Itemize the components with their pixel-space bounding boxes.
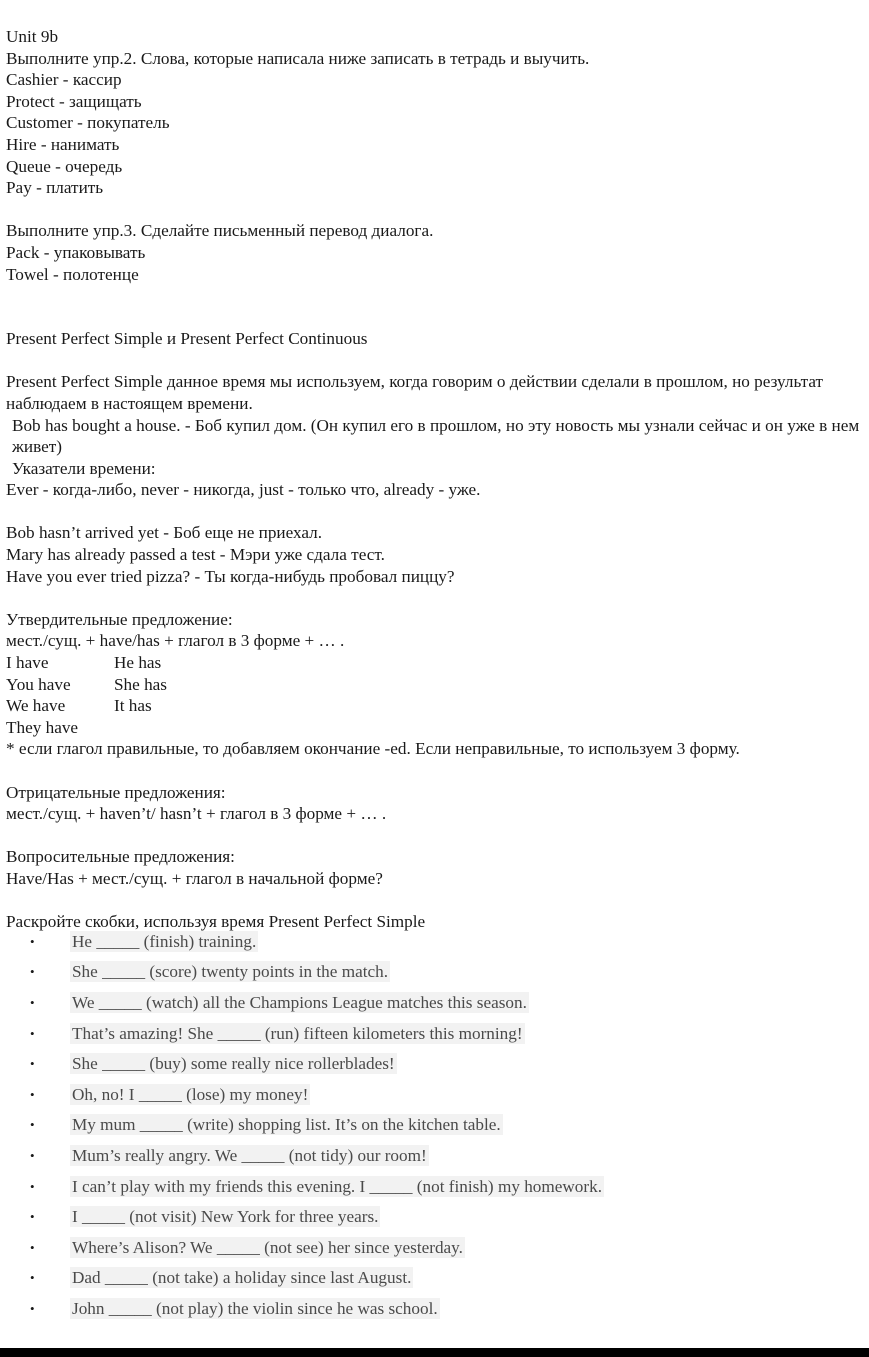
vocab-item: Cashier - кассир bbox=[6, 70, 122, 90]
negative-title: Отрицательные предложения: bbox=[6, 782, 226, 802]
pronoun-table bbox=[6, 652, 863, 738]
pronoun-cell bbox=[114, 717, 274, 739]
exercise-item: • She _____ (score) twenty points in the match. bbox=[30, 962, 388, 982]
example-sentence: Bob hasn’t arrived yet - Боб еще не приехал. bbox=[6, 523, 323, 543]
pronoun-cell: I have bbox=[6, 653, 49, 673]
exercise-item: • My mum _____ (write) shopping list. It’s on the kitchen table. bbox=[30, 1115, 501, 1135]
question-title: Вопросительные предложения: bbox=[6, 847, 235, 867]
example-sentence: Mary has already passed a test - Мэри уже сдала тест. bbox=[6, 545, 385, 565]
vocab-list-1 bbox=[6, 69, 863, 199]
vocab-item: Hire - нанимать bbox=[6, 134, 120, 154]
vocab-item: Customer - покупатель bbox=[6, 113, 170, 133]
time-markers-title: Указатели времени: bbox=[12, 458, 156, 478]
vocab-item: Protect - защищать bbox=[6, 91, 142, 111]
pronoun-cell: They have bbox=[6, 717, 79, 737]
exercise-item: • Where’s Alison? We _____ (not see) her since yesterday. bbox=[30, 1237, 463, 1257]
exercise-item: • John _____ (not play) the violin since he was school. bbox=[30, 1298, 438, 1318]
pronoun-cell: You have bbox=[6, 674, 71, 694]
exercise-item: • Mum’s really angry. We _____ (not tidy) our room! bbox=[30, 1145, 427, 1165]
vocab-item: Towel - полотенце bbox=[6, 264, 139, 284]
exercise-item: • She _____ (buy) some really nice rollerblades! bbox=[30, 1054, 395, 1074]
negative-formula: мест./сущ. + haven’t/ hasn’t + глагол в 3 форме + … . bbox=[6, 804, 387, 824]
exercise-list bbox=[6, 927, 863, 1325]
task-1: Выполните упр.2. Слова, которые написала ниже записать в тетрадь и выучить. bbox=[6, 48, 590, 68]
example-sentence: Have you ever tried pizza? - Ты когда-нибудь пробовал пиццу? bbox=[6, 566, 455, 586]
exercise-item: • That’s amazing! She _____ (run) fifteen kilometers this morning! bbox=[30, 1023, 523, 1043]
examples-list bbox=[6, 522, 863, 587]
explanation-example: Bob has bought a house. - Боб купил дом. (Он купил его в прошлом, но эту новость мы узнали сейчас и он уже в нем живет) bbox=[12, 415, 860, 457]
affirmative-note: * если глагол правильные, то добавляем окончание -ed. Если неправильные, то используем 3 форму. bbox=[6, 739, 740, 759]
affirmative-formula: мест./сущ. + have/has + глагол в 3 форме + … . bbox=[6, 631, 345, 651]
question-formula: Have/Has + мест./сущ. + глагол в начальной форме? bbox=[6, 868, 383, 888]
vocab-list-2 bbox=[6, 242, 863, 285]
unit-title: Unit 9b bbox=[6, 27, 59, 46]
exercise-item: • Dad _____ (not take) a holiday since last August. bbox=[30, 1268, 412, 1288]
pronoun-cell: We have bbox=[6, 696, 66, 716]
bottom-edge-bar bbox=[0, 1348, 869, 1357]
exercise-item: • I can’t play with my friends this evening. I _____ (not finish) my homework. bbox=[30, 1176, 603, 1196]
vocab-item: Queue - очередь bbox=[6, 156, 123, 176]
pronoun-cell: It has bbox=[114, 696, 152, 716]
exercise-item: • Oh, no! I _____ (lose) my money! bbox=[30, 1084, 309, 1104]
vocab-item: Pay - платить bbox=[6, 178, 104, 198]
affirmative-title: Утвердительные предложение: bbox=[6, 609, 233, 629]
task-2: Выполните упр.3. Сделайте письменный перевод диалога. bbox=[6, 221, 434, 241]
exercise-item: • We _____ (watch) all the Champions League matches this season. bbox=[30, 992, 527, 1012]
pronoun-cell: He has bbox=[114, 653, 162, 673]
exercise-title: Раскройте скобки, используя время Present Perfect Simple bbox=[6, 912, 426, 932]
exercise-item: • I _____ (not visit) New York for three years. bbox=[30, 1207, 379, 1227]
topic-title: Present Perfect Simple и Present Perfect Continuous bbox=[6, 329, 368, 349]
exercise-item: • He _____ (finish) training. bbox=[30, 931, 257, 951]
time-markers: Ever - когда-либо, never - никогда, just - только что, already - уже. bbox=[6, 480, 481, 500]
pronoun-cell: She has bbox=[114, 674, 167, 694]
document-page bbox=[6, 26, 863, 1324]
vocab-item: Pack - упаковывать bbox=[6, 242, 146, 262]
explanation-paragraph: Present Perfect Simple данное время мы используем, когда говорим о действии сделали в прошлом, но результат наблюдаем в настоящем времени. bbox=[6, 372, 824, 413]
